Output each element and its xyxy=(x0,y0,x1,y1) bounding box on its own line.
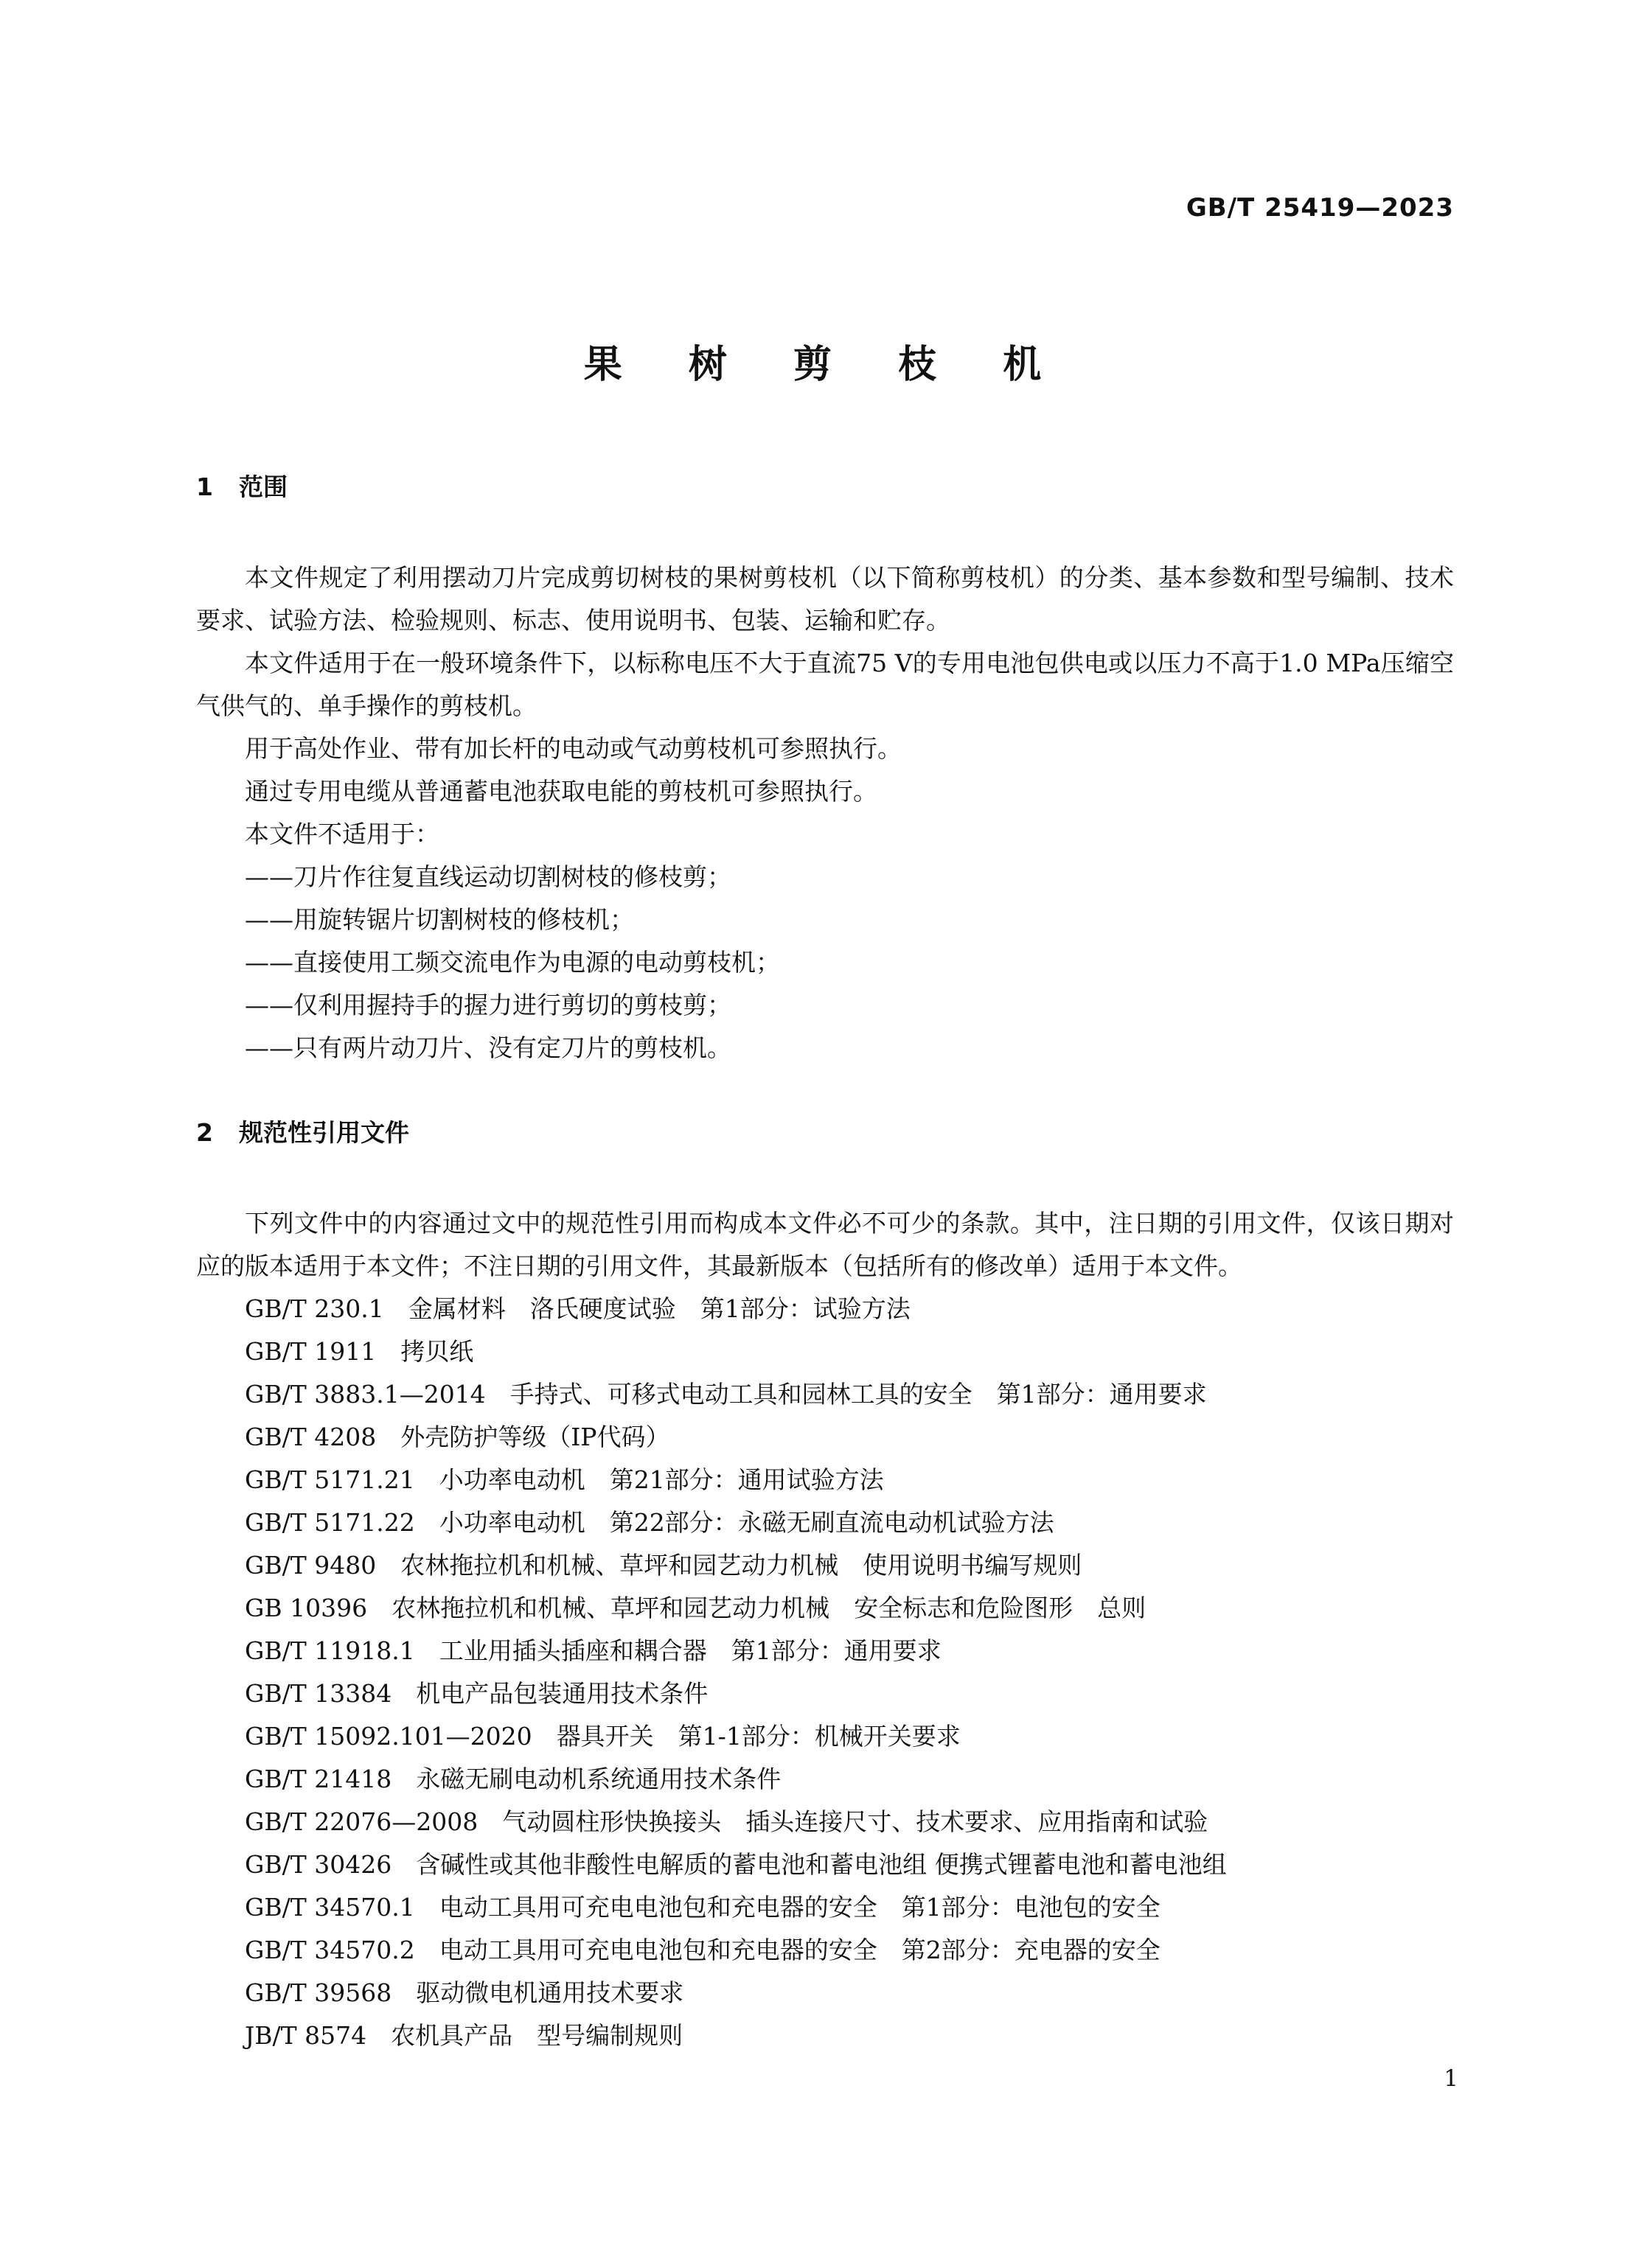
reference-item: JB/T 8574 农机具产品 型号编制规则 xyxy=(245,2021,683,2050)
reference-item: GB/T 1911 拷贝纸 xyxy=(245,1337,474,1366)
paragraph: 下列文件中的内容通过文中的规范性引用而构成本文件必不可少的条款。其中，注日期的引用文件，仅该日期对应的版本适用于本文件；不注日期的引用文件，其最新版本（包括所有的修改单）适用于本文件。 xyxy=(196,1209,1454,1280)
section-number: 1 xyxy=(196,472,213,501)
reference-item: GB 10396 农林拖拉机和机械、草坪和园艺动力机械 安全标志和危险图形 总则 xyxy=(245,1594,1146,1622)
reference-item: GB/T 4208 外壳防护等级（IP代码） xyxy=(245,1423,670,1451)
document-title: 果 树 剪 枝 机 xyxy=(583,343,1068,387)
paragraph: 本文件适用于在一般环境条件下，以标称电压不大于直流75 V的专用电池包供电或以压力不高于1.0 MPa压缩空气供气的、单手操作的剪枝机。 xyxy=(196,649,1454,720)
standard-number: GB/T 25419—2023 xyxy=(1186,193,1454,223)
reference-item: GB/T 5171.22 小功率电动机 第22部分：永磁无刷直流电动机试验方法 xyxy=(245,1508,1054,1537)
reference-item: GB/T 11918.1 工业用插头插座和耦合器 第1部分：通用要求 xyxy=(245,1636,942,1665)
paragraph-line: 通过专用电缆从普通蓄电池获取电能的剪枝机可参照执行。 xyxy=(245,777,877,806)
section-title: 范围 xyxy=(239,472,288,501)
reference-item: GB/T 5171.21 小功率电动机 第21部分：通用试验方法 xyxy=(245,1465,884,1494)
exclusion-item: ——直接使用工频交流电作为电源的电动剪枝机； xyxy=(245,948,780,977)
reference-item: GB/T 230.1 金属材料 洛氏硬度试验 第1部分：试验方法 xyxy=(245,1294,911,1323)
section-heading xyxy=(196,1111,1454,1155)
paragraph: 本文件规定了利用摆动刀片完成剪切树枝的果树剪枝机（以下简称剪枝机）的分类、基本参数和型号编制、技术要求、试验方法、检验规则、标志、使用说明书、包装、运输和贮存。 xyxy=(196,563,1454,635)
section-body xyxy=(196,556,1454,1070)
reference-item: GB/T 3883.1—2014 手持式、可移式电动工具和园林工具的安全 第1部分：通用要求 xyxy=(245,1380,1207,1409)
reference-item: GB/T 22076—2008 气动圆柱形快换接头 插头连接尺寸、技术要求、应用指南和试验 xyxy=(245,1807,1208,1836)
reference-item: GB/T 9480 农林拖拉机和机械、草坪和园艺动力机械 使用说明书编写规则 xyxy=(245,1551,1082,1580)
paragraph-line: 本文件不适用于： xyxy=(245,820,439,848)
section-heading xyxy=(196,465,1454,509)
paragraph-line: 用于高处作业、带有加长杆的电动或气动剪枝机可参照执行。 xyxy=(245,734,902,763)
section-title: 规范性引用文件 xyxy=(239,1118,409,1147)
exclusion-item: ——刀片作往复直线运动切割树枝的修枝剪； xyxy=(245,862,731,891)
reference-item: GB/T 15092.101—2020 器具开关 第1-1部分：机械开关要求 xyxy=(245,1722,961,1751)
reference-item: GB/T 30426 含碱性或其他非酸性电解质的蓄电池和蓄电池组 便携式锂蓄电池和蓄电池组 xyxy=(245,1850,1227,1879)
section-number: 2 xyxy=(196,1118,213,1147)
section-scope xyxy=(196,465,1454,1070)
reference-item: GB/T 34570.1 电动工具用可充电电池包和充电器的安全 第1部分：电池包的安全 xyxy=(245,1893,1161,1922)
exclusion-item: ——用旋转锯片切割树枝的修枝机； xyxy=(245,905,634,934)
page-number: 1 xyxy=(1444,2065,1458,2092)
section-normative-references xyxy=(196,1111,1454,2057)
reference-item: GB/T 39568 驱动微电机通用技术要求 xyxy=(245,1978,684,2007)
section-body xyxy=(196,1202,1454,2057)
reference-item: GB/T 34570.2 电动工具用可充电电池包和充电器的安全 第2部分：充电器的安全 xyxy=(245,1936,1161,1964)
exclusion-item: ——仅利用握持手的握力进行剪切的剪枝剪； xyxy=(245,991,731,1019)
exclusion-item: ——只有两片动刀片、没有定刀片的剪枝机。 xyxy=(245,1033,731,1062)
reference-item: GB/T 13384 机电产品包装通用技术条件 xyxy=(245,1679,709,1708)
reference-item: GB/T 21418 永磁无刷电动机系统通用技术条件 xyxy=(245,1765,782,1793)
